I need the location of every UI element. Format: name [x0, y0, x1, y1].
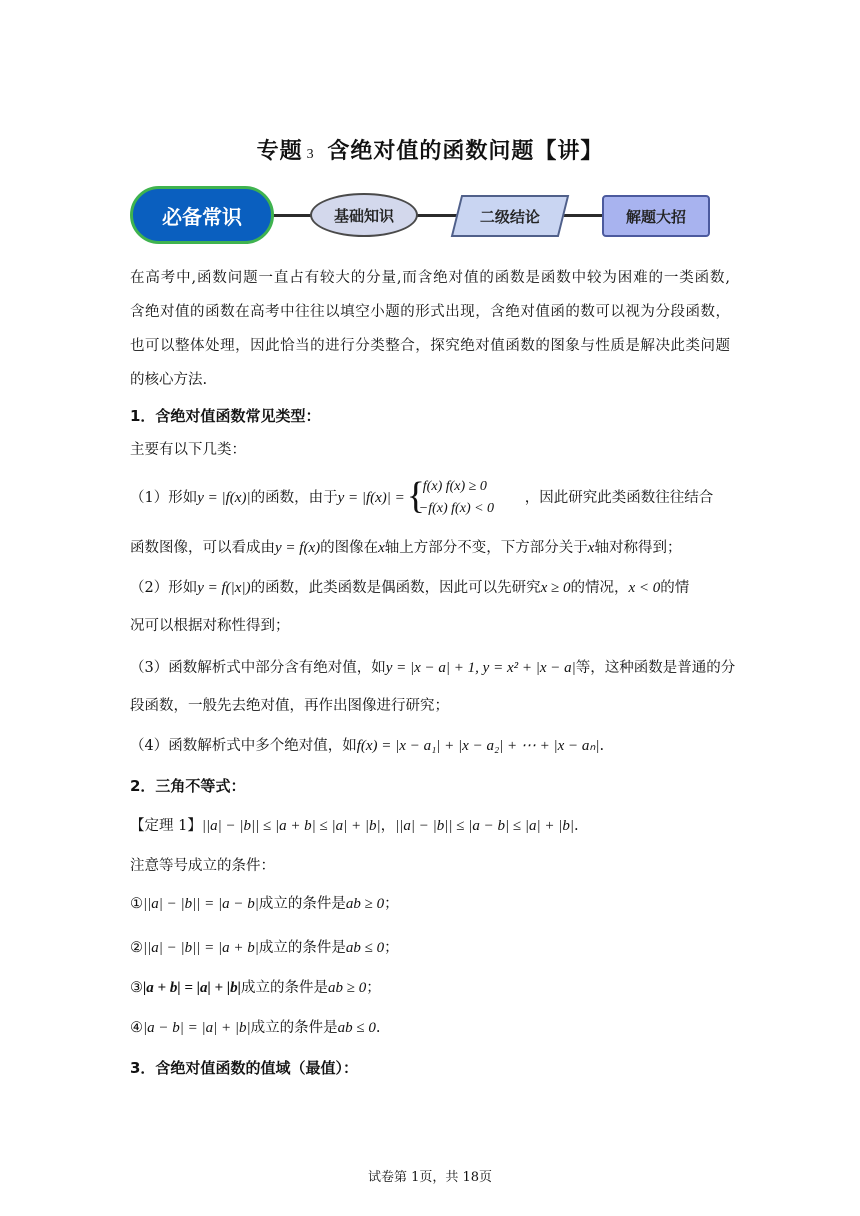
banner-solution-tricks: 解题大招	[602, 195, 710, 237]
math-expression: x < 0	[628, 580, 661, 596]
math-expression: y = f(|x|)	[197, 580, 251, 596]
case-1: f(x) f(x) ≥ 0	[422, 479, 487, 494]
item-3-line-2: 段函数，一般先去绝对值，再作出图像进行研究；	[130, 698, 449, 714]
section-banner	[130, 184, 720, 250]
case-2: −f(x) f(x) < 0	[418, 501, 495, 516]
intro-line: 也可以整体处理，因此恰当的进行分类整合，探究绝对值函数的图象与性质是解决此类问题	[130, 338, 730, 354]
section-1-heading: 1．含绝对值函数常见类型：	[130, 407, 321, 425]
banner-connector	[416, 214, 460, 217]
item-2-line-1: （2）形如y = f(|x|)的函数，此类函数是偶函数，因此可以先研究x ≥ 0的情况，x < 0的情	[130, 580, 690, 596]
banner-basic-knowledge: 基础知识	[310, 193, 418, 237]
math-expression: y = |x − a| + 1, y = x² + |x − a|	[385, 660, 576, 676]
math-expression: y = f(x)	[275, 540, 321, 556]
math-expression: y = |f(x)|	[197, 490, 251, 506]
condition-1: ①||a| − |b|| = |a − b|成立的条件是ab ≥ 0；	[130, 896, 399, 912]
banner-must-know: 必备常识	[130, 186, 274, 244]
condition-4: ④|a − b| = |a| + |b|成立的条件是ab ≤ 0.	[130, 1020, 381, 1036]
math-expression: f(x) = |x − a₁| + |x − a₂| + ⋯ + |x − aₙ|	[356, 738, 600, 754]
intro-line: 在高考中,函数问题一直占有较大的分量,而含绝对值的函数是函数中较为困难的一类函数,	[130, 270, 730, 286]
banner-secondary-conclusion: 二级结论	[451, 195, 569, 237]
title-text: 含绝对值的函数问题【讲】	[327, 139, 604, 164]
intro-line: 含绝对值的函数在高考中往往以填空小题的形式出现，含绝对值函的数可以视为分段函数，	[130, 304, 730, 320]
piecewise-definition	[406, 475, 525, 517]
banner-connector	[270, 214, 314, 217]
item-2-line-2: 况可以根据对称性得到；	[130, 618, 290, 634]
page-title	[0, 134, 860, 165]
section-2-heading: 2．三角不等式：	[130, 777, 246, 795]
intro-line: 的核心方法.	[130, 372, 208, 388]
math-expression: ||a| − |b|| ≤ |a − b| ≤ |a| + |b|	[395, 818, 574, 834]
banner-connector	[560, 214, 606, 217]
equality-note: 注意等号成立的条件：	[130, 858, 275, 874]
math-expression: ||a| − |b|| ≤ |a + b| ≤ |a| + |b|	[201, 818, 381, 834]
section-1-subtitle: 主要有以下几类：	[130, 442, 246, 458]
section-3-heading: 3．含绝对值函数的值域（最值）：	[130, 1059, 358, 1077]
title-number: 3	[306, 147, 315, 162]
brace-icon: {	[406, 475, 426, 517]
math-expression: y = |f(x)| =	[337, 490, 405, 506]
item-1-line-2: 函数图像，可以看成由y = f(x)的图像在x轴上方部分不变，下方部分关于x轴对称得到；	[130, 540, 682, 556]
item-3-line-1: （3）函数解析式中部分含有绝对值，如y = |x − a| + 1, y = x² + |x − a|等，这种函数是普通的分	[130, 660, 736, 676]
condition-3: ③|a + b| = |a| + |b|成立的条件是ab ≥ 0；	[130, 980, 381, 996]
math-expression: x ≥ 0	[540, 580, 571, 596]
title-prefix: 专题	[256, 139, 303, 164]
page-footer: 试卷第 1页，共 18页	[367, 1170, 493, 1185]
condition-2: ②||a| − |b|| = |a + b|成立的条件是ab ≤ 0；	[130, 940, 399, 956]
item-1-line-1: （1）形如y = |f(x)|的函数，由于y = |f(x)| = { f(x) f(x) ≥ 0 −f(x) f(x) < 0 ，因此研究此类函数往往结合	[130, 475, 714, 517]
item-4-line: （4）函数解析式中多个绝对值，如f(x) = |x − a₁| + |x − a₂| + ⋯ + |x − aₙ|.	[130, 738, 605, 754]
theorem-1: 【定理 1】||a| − |b|| ≤ |a + b| ≤ |a| + |b|，||a| − |b|| ≤ |a − b| ≤ |a| + |b|.	[130, 818, 579, 834]
